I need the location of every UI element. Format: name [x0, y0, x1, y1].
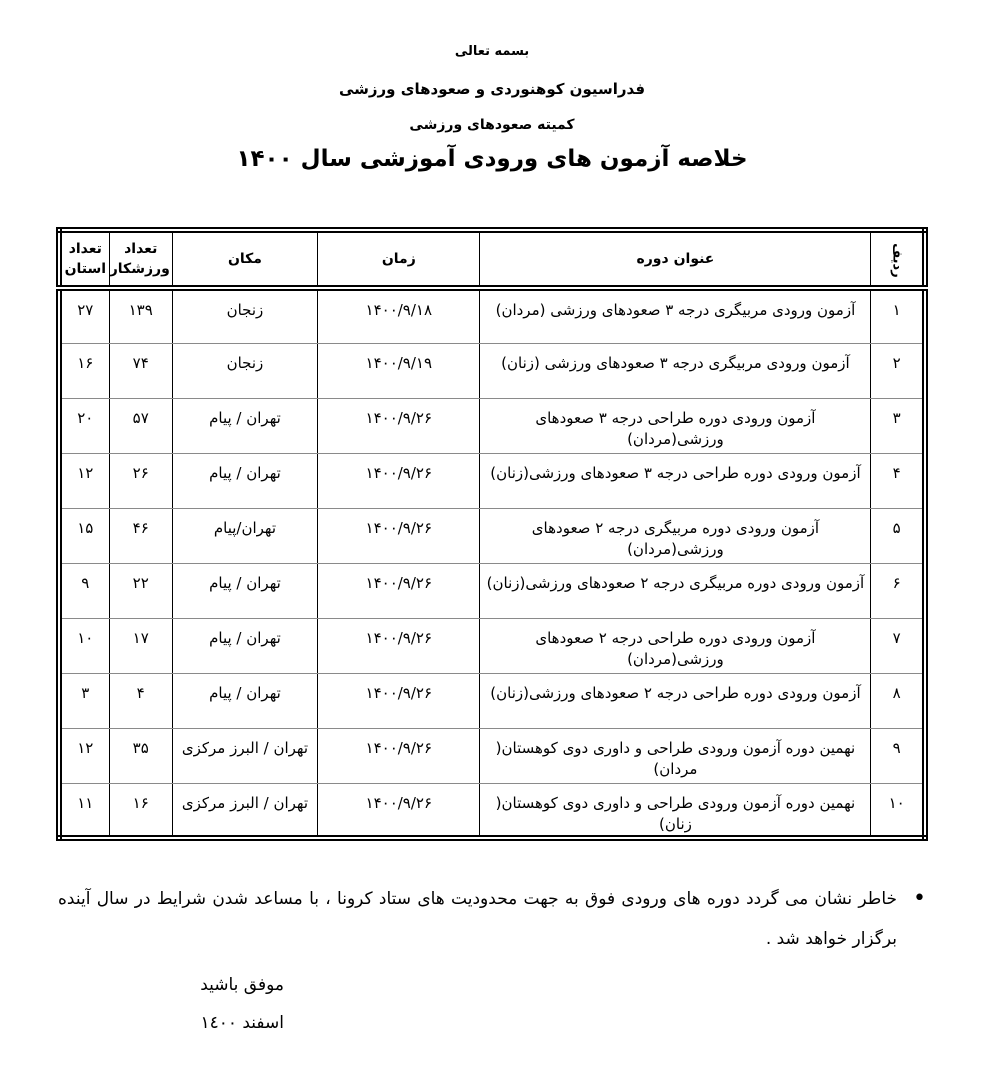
location-cell: تهران / پیام	[172, 618, 317, 673]
location-cell: تهران / پیام	[172, 673, 317, 728]
table-row	[59, 343, 925, 398]
course-title-cell: آزمون ورودی دوره طراحی درجه ۳ صعودهای ورزشی(مردان)	[480, 398, 871, 453]
col-header-row-number	[871, 230, 925, 288]
col-header-athlete-count: تعداد ورزشکار	[109, 230, 172, 288]
location-cell: تهران / البرز مرکزی	[172, 783, 317, 838]
exam-date-cell: ۱۴۰۰/۹/۱۹	[318, 343, 480, 398]
exam-date-cell: ۱۴۰۰/۹/۲۶	[318, 398, 480, 453]
bismillah-line: بسمه تعالی	[454, 44, 530, 59]
exam-date-cell: ۱۴۰۰/۹/۱۸	[318, 288, 480, 343]
federation-line: فدراسیون کوهنوردی و صعودهای ورزشی	[338, 80, 646, 98]
province-count-cell: ۱۵	[59, 508, 109, 563]
table-row	[59, 453, 925, 508]
exam-date-cell: ۱۴۰۰/۹/۲۶	[318, 728, 480, 783]
row-number-cell: ۸	[871, 673, 925, 728]
signoff-date: اسفند ١٤٠٠	[200, 1013, 284, 1033]
course-title-cell: آزمون ورودی مربیگری درجه ۳ صعودهای ورزشی (مردان)	[480, 288, 871, 343]
exam-date-cell: ۱۴۰۰/۹/۲۶	[318, 453, 480, 508]
row-number-cell: ۹	[871, 728, 925, 783]
committee-line: کمیته صعودهای ورزشی	[409, 117, 575, 133]
athlete-count-cell: ۱۶	[109, 783, 172, 838]
province-count-cell: ۱۱	[59, 783, 109, 838]
covid-note	[58, 879, 926, 959]
covid-note-text: خاطر نشان می گردد دوره های ورودی فوق به جهت محدودیت های ستاد کرونا ، با مساعد شدن شرایط در سال آینده برگزار خواهد شد .	[58, 889, 898, 949]
athlete-count-cell: ۵۷	[109, 398, 172, 453]
row-number-cell: ۱۰	[871, 783, 925, 838]
col-header-date: زمان	[318, 230, 480, 288]
row-number-cell: ۳	[871, 398, 925, 453]
farewell-line: موفق باشید	[200, 975, 284, 995]
province-count-cell: ۳	[59, 673, 109, 728]
document-title: خلاصه آزمون های ورودی آموزشی سال ۱۴۰۰	[236, 146, 748, 172]
course-title-cell: نهمین دوره آزمون ورودی طراحی و داوری دوی کوهستان( مردان)	[480, 728, 871, 783]
athlete-count-cell: ۲۶	[109, 453, 172, 508]
location-cell: تهران / پیام	[172, 398, 317, 453]
course-title-cell: نهمین دوره آزمون ورودی طراحی و داوری دوی کوهستان( زنان)	[480, 783, 871, 838]
province-count-cell: ۲۷	[59, 288, 109, 343]
course-title-cell: آزمون ورودی دوره طراحی درجه ۲ صعودهای ورزشی(زنان)	[480, 673, 871, 728]
table-row	[59, 563, 925, 618]
table-row	[59, 728, 925, 783]
province-count-cell: ۲۰	[59, 398, 109, 453]
location-cell: تهران / پیام	[172, 563, 317, 618]
province-count-cell: ۹	[59, 563, 109, 618]
athlete-count-cell: ۴	[109, 673, 172, 728]
document-header	[0, 0, 984, 172]
table-header-row	[59, 230, 925, 288]
location-cell: تهران / پیام	[172, 453, 317, 508]
row-number-cell: ۶	[871, 563, 925, 618]
table-body	[59, 288, 925, 838]
signoff-block	[0, 975, 984, 1033]
course-title-cell: آزمون ورودی دوره مربیگری درجه ۲ صعودهای ورزشی(زنان)	[480, 563, 871, 618]
col-header-province-count: تعداد استان	[59, 230, 109, 288]
province-count-cell: ۱۶	[59, 343, 109, 398]
table-row	[59, 508, 925, 563]
exam-date-cell: ۱۴۰۰/۹/۲۶	[318, 618, 480, 673]
course-title-cell: آزمون ورودی دوره مربیگری درجه ۲ صعودهای ورزشی(مردان)	[480, 508, 871, 563]
province-count-cell: ۱۲	[59, 453, 109, 508]
course-title-cell: آزمون ورودی دوره طراحی درجه ۳ صعودهای ورزشی(زنان)	[480, 453, 871, 508]
col-header-location: مکان	[172, 230, 317, 288]
location-cell: زنجان	[172, 288, 317, 343]
row-number-cell: ۲	[871, 343, 925, 398]
exam-date-cell: ۱۴۰۰/۹/۲۶	[318, 563, 480, 618]
table-row	[59, 288, 925, 343]
exam-date-cell: ۱۴۰۰/۹/۲۶	[318, 673, 480, 728]
province-count-cell: ۱۲	[59, 728, 109, 783]
athlete-count-cell: ۱۷	[109, 618, 172, 673]
exam-summary-table	[56, 227, 928, 841]
course-title-cell: آزمون ورودی دوره طراحی درجه ۲ صعودهای ورزشی(مردان)	[480, 618, 871, 673]
table-row	[59, 398, 925, 453]
province-count-cell: ۱۰	[59, 618, 109, 673]
row-number-cell: ۱	[871, 288, 925, 343]
table-row	[59, 618, 925, 673]
row-number-header-label: ردیف	[890, 242, 906, 278]
exam-date-cell: ۱۴۰۰/۹/۲۶	[318, 508, 480, 563]
row-number-cell: ۷	[871, 618, 925, 673]
course-title-cell: آزمون ورودی مربیگری درجه ۳ صعودهای ورزشی (زنان)	[480, 343, 871, 398]
athlete-count-cell: ۲۲	[109, 563, 172, 618]
col-header-course-title: عنوان دوره	[480, 230, 871, 288]
location-cell: تهران/پیام	[172, 508, 317, 563]
row-number-cell: ۵	[871, 508, 925, 563]
exam-date-cell: ۱۴۰۰/۹/۲۶	[318, 783, 480, 838]
athlete-count-cell: ۴۶	[109, 508, 172, 563]
row-number-cell: ۴	[871, 453, 925, 508]
athlete-count-cell: ۱۳۹	[109, 288, 172, 343]
athlete-count-cell: ۳۵	[109, 728, 172, 783]
table-row	[59, 673, 925, 728]
location-cell: زنجان	[172, 343, 317, 398]
table-row	[59, 783, 925, 838]
location-cell: تهران / البرز مرکزی	[172, 728, 317, 783]
bullet-marker: •	[913, 886, 926, 911]
athlete-count-cell: ۷۴	[109, 343, 172, 398]
